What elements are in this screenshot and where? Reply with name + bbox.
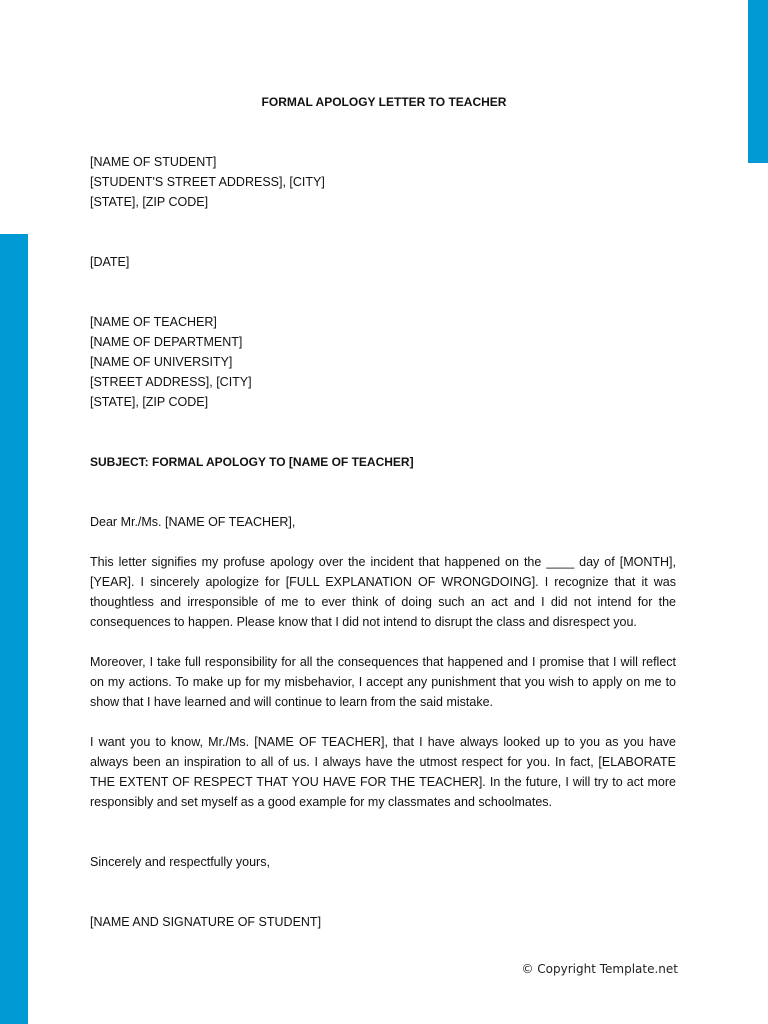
sender-street: [STUDENT'S STREET ADDRESS], [CITY]: [90, 175, 325, 189]
copyright-notice: © Copyright Template.net: [521, 962, 678, 976]
recipient-address: [90, 312, 676, 412]
recipient-department: [NAME OF DEPARTMENT]: [90, 335, 243, 349]
sender-state-zip: [STATE], [ZIP CODE]: [90, 195, 209, 209]
paragraph-1: This letter signifies my profuse apology over the incident that happened on the ____ day of [MONTH], [YEAR]. I sincerely apologize for [FULL EXPLANATION OF WRONGDOING]. I recognize that it was thoughtless and irresponsible of me to ever think of doing such an act and I did not intend for the consequences to happen. Please know that I did not intend to disrupt the class and disrespect you.: [90, 555, 676, 629]
date-text: [DATE]: [90, 255, 130, 269]
left-accent-bar: [0, 234, 28, 1024]
recipient-street: [STREET ADDRESS], [CITY]: [90, 375, 252, 389]
document-title: FORMAL APOLOGY LETTER TO TEACHER: [261, 95, 507, 109]
right-accent-bar: [748, 0, 768, 163]
closing: Sincerely and respectfully yours,: [90, 855, 270, 869]
letter-date: [90, 252, 676, 272]
recipient-university: [NAME OF UNIVERSITY]: [90, 355, 233, 369]
recipient-name: [NAME OF TEACHER]: [90, 315, 217, 329]
sender-address: [90, 152, 676, 212]
salutation: Dear Mr./Ms. [NAME OF TEACHER],: [90, 515, 296, 529]
subject-line: SUBJECT: FORMAL APOLOGY TO [NAME OF TEACHER]: [90, 455, 414, 469]
paragraph-3: I want you to know, Mr./Ms. [NAME OF TEACHER], that I have always looked up to you as you have always been an inspiration to all of us. I always have the utmost respect for you. In fact, [ELABORATE THE EXTENT OF RESPECT THAT YOU HAVE FOR THE TEACHER]. In the future, I will try to act more responsibly and set myself as a good example for my classmates and schoolmates.: [90, 735, 676, 809]
paragraph-2: Moreover, I take full responsibility for all the consequences that happened and I promise that I will reflect on my actions. To make up for my misbehavior, I accept any punishment that you wish to apply on me to show that I have learned and will continue to learn from the said mistake.: [90, 655, 676, 709]
signature-line: [NAME AND SIGNATURE OF STUDENT]: [90, 915, 322, 929]
recipient-state-zip: [STATE], [ZIP CODE]: [90, 395, 209, 409]
sender-name: [NAME OF STUDENT]: [90, 155, 217, 169]
